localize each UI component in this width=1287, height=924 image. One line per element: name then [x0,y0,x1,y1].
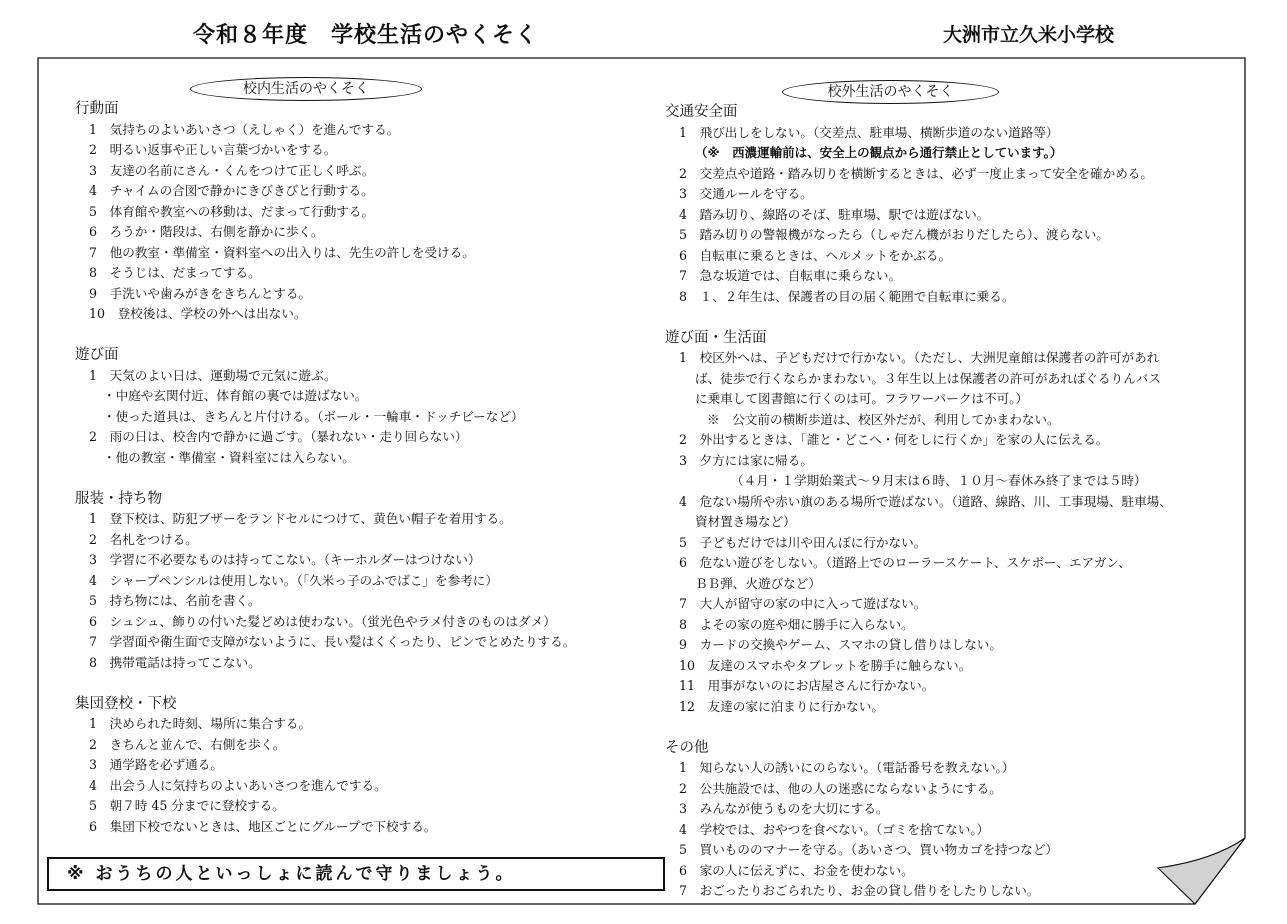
list-item: 5 朝７時 45 分までに登校する。 [89,798,285,813]
reminder-note-box: ※ おうちの人といっしょに読んで守りましょう。 [47,857,665,891]
section-title: 遊び面・生活面 [665,329,767,346]
list-item: 3 みんなが使うものを大切にする。 [679,801,889,816]
list-item: 8 そうじは、だまってする。 [89,265,261,280]
list-item: 2 名札をつける。 [89,531,198,547]
list-item: 2 外出するときは、「誰と・どこへ・何をしに行くか」を家の人に伝える。 [679,432,1109,447]
section-title: 交通安全面 [665,104,738,120]
list-item: 資材置き場など） [695,514,796,529]
list-item: 8 よその家の庭や畑に勝手に入らない。 [679,616,914,632]
list-item: 10 登校後は、学校の外へは出ない。 [89,306,307,321]
page-title: 令和８年度 学校生活のやくそく [193,23,539,48]
list-item: 1 知らない人の誘いにのらない。（電話番号を教えない。） [679,760,1015,775]
list-item: ※ 公文前の横断歩道は、校区外だが、利用してかまわない。 [707,411,1060,427]
list-item: に乗車して図書館に行くのは可。フラワーパークは不可。） [695,391,1029,406]
list-item: 4 危ない場所や赤い旗のある場所で遊ばない。（道路、線路、川、工事現場、駐車場、 [679,493,1172,509]
list-item: 6 集団下校でないときは、地区ごとにグループで下校する。 [89,818,437,834]
school-name: 大洲市立久米小学校 [943,24,1115,46]
left-column [75,99,645,837]
school-life-oval-label: 校内生活のやくそく [190,77,422,101]
outside-life-oval-label: 校外生活のやくそく [782,80,999,104]
section-title: 遊び面 [75,347,119,363]
list-item: 3 通学路を必ず通る。 [89,757,223,772]
list-item: 1 決められた時刻、場所に集合する。 [89,716,312,731]
list-item: 2 公共施設では、他の人の迷惑にならないようにする。 [679,780,1002,796]
right-column [665,102,1225,902]
list-item: 7 大人が留守の家の中に入って遊ばない。 [679,596,927,611]
list-item: 7 おごったりおごられたり、お金の貸し借りをしたりしない。 [679,883,1040,898]
list-item: 3 交通ルールを守る。 [679,186,813,201]
list-item: （４月・１学期始業式～９月末は６時、１０月～春休み終了までは５時） [731,473,1147,488]
list-item: 2 雨の日は、校舎内で静かに過ごす。（暴れない・走り回らない） [89,429,468,444]
list-item: 5 体育館や教室への移動は、だまって行動する。 [89,203,375,219]
list-item: 4 シャープペンシルは使用しない。（「久米っ子のふでばこ」を参考に） [89,572,498,588]
list-item: 6 ろうか・階段は、右側を静かに歩く。 [89,224,324,239]
list-item: 2 きちんと並んで、右側を歩く。 [89,736,286,752]
list-item: 4 踏み切り、線路のそば、駐車場、駅では遊ばない。 [679,206,990,222]
list-item: ・中庭や玄関付近、体育館の裏では遊ばない。 [103,388,368,403]
list-item: 9 カードの交換やゲーム、スマホの貸し借りはしない。 [679,637,1002,652]
section-title: その他 [665,739,709,756]
list-item: 2 交差点や道路・踏み切りを横断するときは、必ず一度止まって安全を確かめる。 [679,165,1153,181]
list-item: 12 友達の家に泊まりに行かない。 [679,698,884,714]
list-item: ＢＢ弾、火遊びなど） [695,575,821,591]
list-item: 5 子どもだけでは川や田んぼに行かない。 [679,534,927,550]
list-item: 5 踏み切りの警報機がなったら（しゃだん機がおりだしたら）、渡らない。 [679,227,1109,242]
list-item: 5 買いもののマナーを守る。（あいさつ、買い物カゴを持つなど） [679,842,1059,857]
list-item: 4 出会う人に気持ちのよいあいさつを進んでする。 [89,777,387,793]
list-item: 3 夕方には家に帰る。 [679,452,813,468]
list-item: 8 １、２年生は、保護者の目の届く範囲で自転車に乗る。 [679,288,1015,304]
list-item: 1 飛び出しをしない。（交差点、駐車場、横断歩道のない道路等） [679,124,1059,140]
list-item: 3 友達の名前にさん・くんをつけて正しく呼ぶ。 [89,162,375,178]
section-title: 行動面 [75,101,119,117]
list-item: ・他の教室・準備室・資料室には入らない。 [103,449,355,465]
list-item: 6 シュシュ、飾りの付いた髪どめは使わない。（蛍光色やラメ付きのものはダメ） [89,613,556,629]
list-item: 10 友達のスマホやタブレットを勝手に触らない。 [679,657,972,673]
list-item: 6 自転車に乗るときは、ヘルメットをかぶる。 [679,247,952,263]
list-item: 8 携帯電話は持ってこない。 [89,654,261,670]
list-item: 6 危ない遊びをしない。（道路上でのローラースケート、スケボー、エアガン、 [679,555,1131,570]
list-item: 1 気持ちのよいあいさつ（えしゃく）を進んでする。 [89,121,400,137]
list-item: 7 学習面や衛生面で支障がないように、長い髪はくくったり、ピンでとめたりする。 [89,634,576,649]
list-item: 2 明るい返事や正しい言葉づかいをする。 [89,142,337,157]
list-item: 1 校区外へは、子どもだけで行かない。（ただし、大洲児童館は保護者の許可があれ [679,350,1160,365]
list-item: 3 学習に不必要なものは持ってこない。（キーホルダーはつけない） [89,552,481,567]
list-item: 7 急な坂道では、自転車に乗らない。 [679,268,902,283]
list-item: 6 家の人に伝えずに、お金を使わない。 [679,862,914,878]
list-item: 4 学校では、おやつを食べない。（ゴミを捨てない。） [679,821,990,837]
list-item: ば、徒歩で行くならかまわない。３年生以上は保護者の許可があればぐるりんバス [695,370,1161,386]
list-item: 5 持ち物には、名前を書く。 [89,593,261,608]
section-title: 集団登校・下校 [75,695,177,712]
list-item: 1 登下校は、防犯ブザーをランドセルにつけて、黄色い帽子を着用する。 [89,511,512,526]
list-item: 9 手洗いや歯みがきをきちんとする。 [89,285,312,301]
list-item: 7 他の教室・準備室・資料室への出入りは、先生の許しを受ける。 [89,244,475,260]
list-item: 4 チャイムの合図で静かにきびきびと行動する。 [89,183,374,198]
list-item: ・使った道具は、きちんと片付ける。（ボール・一輪車・ドッチビーなど） [103,408,524,424]
list-item: 11 用事がないのにお店屋さんに行かない。 [679,678,935,693]
section-title: 服装・持ち物 [75,490,162,507]
list-item-notice: （※ 西濃運輸前は、安全上の観点から通行禁止としています。） [695,145,1063,160]
list-item: 1 天気のよい日は、運動場で元気に遊ぶ。 [89,367,337,383]
